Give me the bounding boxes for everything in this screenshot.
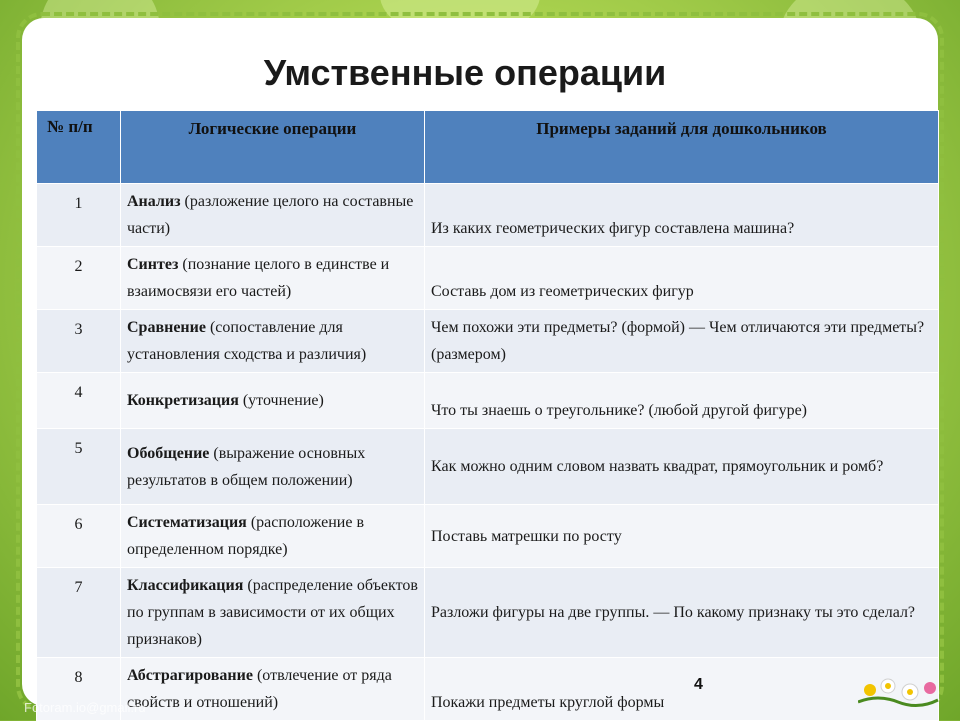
table-row xyxy=(37,429,939,505)
table-row xyxy=(37,310,939,373)
operation-description: (расположение в определенном порядке) xyxy=(127,514,365,558)
operation-description: (разложение целого на составные части) xyxy=(127,193,414,237)
operation-cell xyxy=(121,658,425,721)
row-number: 4 xyxy=(37,373,121,429)
operation-description: (выражение основных результатов в общем положении) xyxy=(127,444,366,489)
row-number: 1 xyxy=(37,184,121,247)
header-number: № п/п xyxy=(37,111,121,184)
operation-cell xyxy=(121,429,425,505)
operation-description: (познание целого в единстве и взаимосвязи его частей) xyxy=(127,256,390,300)
page-title: Умственные операции xyxy=(263,52,667,93)
table-row xyxy=(37,505,939,568)
operation-term: Конкретизация xyxy=(127,392,239,409)
example-cell: Из каких геометрических фигур составлена машина? xyxy=(425,184,939,247)
operation-cell xyxy=(121,505,425,568)
operation-cell xyxy=(121,373,425,429)
row-number: 2 xyxy=(37,247,121,310)
row-number: 6 xyxy=(37,505,121,568)
example-cell: Поставь матрешки по росту xyxy=(425,505,939,568)
watermark-credit: Fotoram.io@gmail.ru xyxy=(24,700,146,715)
row-number: 8 xyxy=(37,658,121,721)
example-cell: Чем похожи эти предметы? (формой) — Чем отличаются эти предметы? (размером) xyxy=(425,310,939,373)
operation-term: Систематизация xyxy=(127,514,247,531)
table-header-row xyxy=(37,111,939,184)
operation-cell xyxy=(121,247,425,310)
row-number: 3 xyxy=(37,310,121,373)
operation-term: Синтез xyxy=(127,256,179,273)
table-row xyxy=(37,568,939,658)
page-number: 4 xyxy=(694,676,703,693)
table-row xyxy=(37,247,939,310)
operation-cell xyxy=(121,184,425,247)
operation-description: (отвлечение от ряда свойств и отношений) xyxy=(127,667,392,711)
operation-term: Обобщение xyxy=(127,444,210,462)
table-row xyxy=(37,658,939,721)
operation-term: Абстрагирование xyxy=(127,667,253,684)
operation-description: (сопоставление для установления сходства и различия) xyxy=(127,319,367,363)
table-row xyxy=(37,184,939,247)
example-cell: Составь дом из геометрических фигур xyxy=(425,247,939,310)
table-row xyxy=(37,373,939,429)
operation-cell xyxy=(121,568,425,658)
flower-decoration-icon xyxy=(858,668,948,708)
example-cell: Покажи предметы круглой формы xyxy=(425,658,939,721)
operation-cell xyxy=(121,310,425,373)
example-cell: Как можно одним словом назвать квадрат, прямоугольник и ромб? xyxy=(425,429,939,505)
header-examples: Примеры заданий для дошкольников xyxy=(425,111,939,184)
row-number: 5 xyxy=(37,429,121,505)
row-number: 7 xyxy=(37,568,121,658)
header-operations: Логические операции xyxy=(121,111,425,184)
operation-term: Анализ xyxy=(127,193,181,210)
operation-term: Сравнение xyxy=(127,319,206,336)
operation-description: (уточнение) xyxy=(238,392,324,409)
operations-table xyxy=(36,110,939,721)
example-cell: Разложи фигуры на две группы. — По какому признаку ты это сделал? xyxy=(425,568,939,658)
example-cell: Что ты знаешь о треугольнике? (любой другой фигуре) xyxy=(425,373,939,429)
operation-term: Классификация xyxy=(127,577,244,594)
operation-description: (распределение объектов по группам в зависимости от их общих признаков) xyxy=(127,577,418,648)
